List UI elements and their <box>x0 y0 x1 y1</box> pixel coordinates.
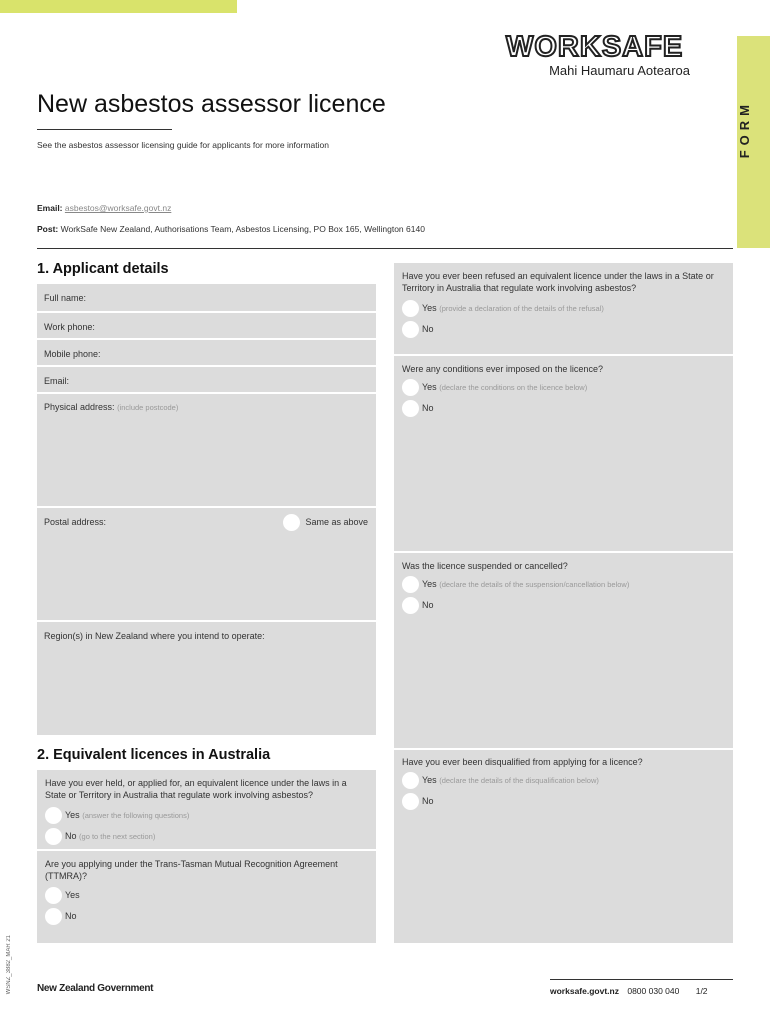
r2-yes-hint: (declare the conditions on the licence below) <box>439 383 588 392</box>
equivalent-licence-box <box>37 770 376 943</box>
page-subtitle: See the asbestos assessor licensing guide for applicants for more information <box>37 140 329 150</box>
r3-no-radio[interactable] <box>402 597 419 614</box>
logo-wordmark: WORKSAFE <box>506 31 684 63</box>
q2-no-label: No <box>65 911 77 921</box>
r3-yes-hint: (declare the details of the suspension/cancellation below) <box>439 580 630 589</box>
accent-bar <box>0 0 237 13</box>
q2-no-radio[interactable] <box>45 908 62 925</box>
form-side-tab <box>737 36 770 248</box>
r2-no-radio[interactable] <box>402 400 419 417</box>
title-underline <box>37 129 172 130</box>
footer-rule <box>550 979 733 980</box>
r4-no-option[interactable] <box>402 791 725 812</box>
q1-no-option[interactable] <box>45 826 368 847</box>
q1-yes-radio[interactable] <box>45 807 62 824</box>
q1-no-label: No <box>65 831 77 841</box>
r4-yes-label: Yes <box>422 775 437 785</box>
suspended-question: Was the licence suspended or cancelled? <box>402 561 568 571</box>
section-equivalent-licences-heading: 2. Equivalent licences in Australia <box>37 747 271 763</box>
email-field-label: Email: <box>44 376 70 386</box>
ttmra-group <box>37 849 376 927</box>
conditions-question: Were any conditions ever imposed on the licence? <box>402 364 603 374</box>
australia-questions-panel <box>394 263 733 943</box>
same-as-above-option[interactable] <box>305 517 368 527</box>
post-address: WorkSafe New Zealand, Authorisations Team, Asbestos Licensing, PO Box 165, Wellington 6140 <box>60 224 425 234</box>
r1-no-label: No <box>422 324 434 334</box>
held-licence-question: Have you ever held, or applied for, an equivalent licence under the laws in a State or Territory in Australia that regulate work involving asbestos? <box>45 778 347 800</box>
q2-yes-option[interactable] <box>45 885 368 906</box>
q2-yes-label: Yes <box>65 890 80 900</box>
same-as-above-radio[interactable] <box>283 514 300 531</box>
r1-yes-radio[interactable] <box>402 300 419 317</box>
disqualified-group <box>394 748 733 941</box>
r1-yes-label: Yes <box>422 303 437 313</box>
r2-yes-radio[interactable] <box>402 379 419 396</box>
refused-group <box>394 263 733 354</box>
r1-yes-hint: (provide a declaration of the details of the refusal) <box>439 304 604 313</box>
email-label: Email: <box>37 203 63 213</box>
footer-contact <box>550 986 708 996</box>
same-as-above-label: Same as above <box>305 517 368 527</box>
regions-label: Region(s) in New Zealand where you intend to operate: <box>44 631 265 641</box>
email-field[interactable] <box>37 367 376 394</box>
r3-no-label: No <box>422 600 434 610</box>
footer-website[interactable]: worksafe.govt.nz <box>550 986 619 996</box>
r2-yes-option[interactable] <box>402 377 725 398</box>
postal-address-field[interactable] <box>37 508 376 622</box>
r3-no-option[interactable] <box>402 595 725 616</box>
footer-phone: 0800 030 040 <box>627 986 680 996</box>
r3-yes-option[interactable] <box>402 574 725 595</box>
q2-yes-radio[interactable] <box>45 887 62 904</box>
r1-no-radio[interactable] <box>402 321 419 338</box>
q1-no-hint: (go to the next section) <box>79 832 156 841</box>
mobile-phone-field[interactable] <box>37 340 376 367</box>
r4-yes-option[interactable] <box>402 770 725 791</box>
r2-no-option[interactable] <box>402 398 725 419</box>
q2-no-option[interactable] <box>45 906 368 927</box>
regions-field[interactable] <box>37 622 376 735</box>
page-number: 1/2 <box>695 986 708 996</box>
r1-yes-option[interactable] <box>402 298 725 319</box>
nz-government-logo: New Zealand Government <box>37 983 154 994</box>
email-contact <box>37 203 171 213</box>
form-code: WSNZ_3882_MAR 21 <box>6 935 12 995</box>
r1-no-option[interactable] <box>402 319 725 340</box>
section-applicant-details-heading: 1. Applicant details <box>37 261 169 277</box>
disqualified-question: Have you ever been disqualified from applying for a licence? <box>402 757 643 767</box>
mobile-phone-label: Mobile phone: <box>44 349 101 359</box>
r4-no-label: No <box>422 796 434 806</box>
physical-address-field[interactable] <box>37 394 376 508</box>
q1-yes-option[interactable] <box>45 805 368 826</box>
work-phone-label: Work phone: <box>44 322 95 332</box>
post-contact <box>37 224 425 234</box>
full-name-label: Full name: <box>44 293 87 303</box>
refused-question: Have you ever been refused an equivalent licence under the laws in a State or Territory in Australia that regulate work involving asbestos? <box>402 271 714 293</box>
r4-yes-radio[interactable] <box>402 772 419 789</box>
page-title: New asbestos assessor licence <box>37 90 386 118</box>
ttmra-question: Are you applying under the Trans-Tasman Mutual Recognition Agreement (TTMRA)? <box>45 859 338 881</box>
suspended-group <box>394 551 733 748</box>
physical-address-label: Physical address: <box>44 402 115 412</box>
full-name-field[interactable] <box>37 284 376 313</box>
q1-yes-hint: (answer the following questions) <box>82 811 190 820</box>
r3-yes-label: Yes <box>422 579 437 589</box>
r3-yes-radio[interactable] <box>402 576 419 593</box>
r2-no-label: No <box>422 403 434 413</box>
work-phone-field[interactable] <box>37 313 376 340</box>
physical-address-hint: (include postcode) <box>117 403 179 412</box>
post-label: Post: <box>37 224 59 234</box>
worksafe-logo <box>506 33 706 78</box>
email-link[interactable]: asbestos@worksafe.govt.nz <box>64 203 172 213</box>
logo-tagline: Mahi Haumaru Aotearoa <box>549 63 690 78</box>
form-tab-label: FORM <box>737 100 752 159</box>
header-divider <box>37 248 733 249</box>
postal-address-label: Postal address: <box>44 517 107 527</box>
r4-no-radio[interactable] <box>402 793 419 810</box>
q1-no-radio[interactable] <box>45 828 62 845</box>
r4-yes-hint: (declare the details of the disqualification below) <box>439 776 599 785</box>
r2-yes-label: Yes <box>422 382 437 392</box>
conditions-group <box>394 354 733 551</box>
q1-yes-label: Yes <box>65 810 80 820</box>
